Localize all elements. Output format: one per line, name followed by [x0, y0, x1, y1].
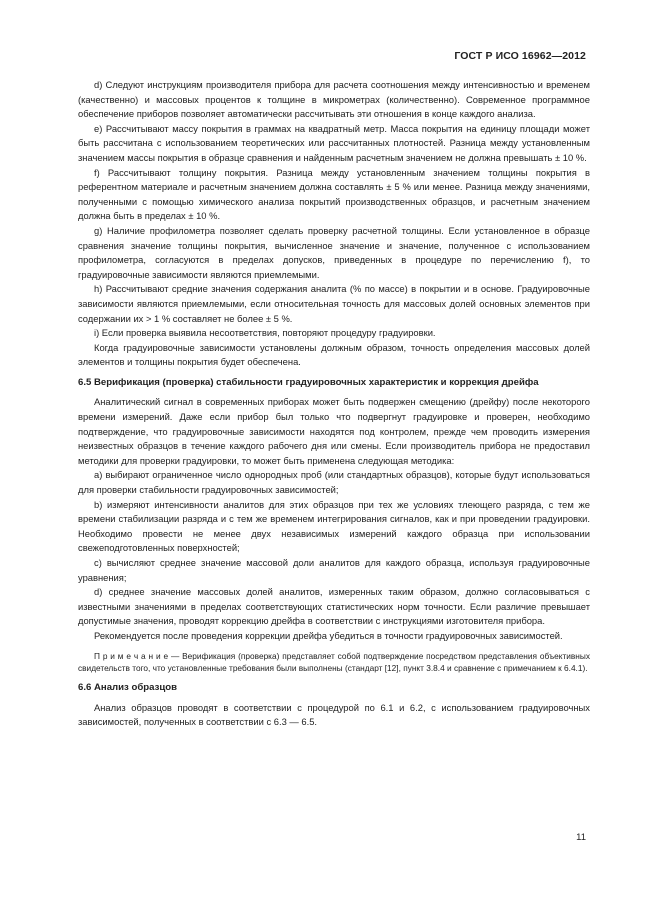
step-b-paragraph: b) измеряют интенсивности аналитов для этих образцов при тех же условиях тлеющего разряда, с тем же времени стабилизации разряда и с тем же временем интегрирования сигналов, как и при проведении градуировки. Необходимо провести не менее двух независимых измерений каждого образца при использовании свежеподготовленных поверхностей; — [78, 498, 590, 554]
step-a-paragraph: a) выбирают ограниченное число однородных проб (или стандартных образцов), которые будут использоваться для проверки стабильности градуировочных зависимостей; — [78, 469, 590, 496]
recommendation-paragraph: Рекомендуется после проведения коррекции дрейфа убедиться в точности градуировочных зависимостей. — [94, 629, 563, 641]
note-paragraph — [78, 650, 590, 676]
section-6-6-heading: 6.6 Анализ образцов — [78, 682, 178, 694]
step-d-paragraph: d) среднее значение массовых долей аналитов, измеренных таким образом, должно согласовываться с известными значениями в пределах соответствующих статистических норм точности. Если различие превышает допустимые значения, проводят коррекцию дрейфа в соответствии с инструкциями изготовителя прибора. — [78, 586, 590, 627]
closing-paragraph: Когда градуировочные зависимости установлены должным образом, точность определения массовых долей элементов и толщины покрытия будет обеспечена. — [78, 341, 590, 368]
item-g-paragraph: g) Наличие профилометра позволяет сделать проверку расчетной толщины. Если установленное в образце сравнения значение толщины покрытия, вычисленное значение и значение, полученное с использованием профилометра, согласуются в пределах допусков, приведенных в процедуре по перечислению f), то градуировочные зависимости являются приемлемыми. — [78, 224, 590, 280]
item-h-paragraph: h) Рассчитывают средние значения содержания аналита (% по массе) в покрытии и в основе. Градуировочные зависимости являются приемлемыми, если относительная точность для массовых долей основных элементов при содержании их > 1 % составляет не более ± 5 %. — [78, 283, 590, 324]
section-6-5-heading: 6.5 Верификация (проверка) стабильности градуировочных характеристик и коррекция дрейфа — [78, 376, 539, 388]
item-d-paragraph: d) Следуют инструкциям производителя прибора для расчета соотношения между интенсивностью и временем (качественно) и массовых процентов к толщине в микрометрах (количественно). Современное программное обеспечение приборов позволяет автоматически рассчитывать эти отношения в конце каждого анализа. — [78, 79, 590, 120]
item-i-paragraph: i) Если проверка выявила несоответствия, повторяют процедуру градуировки. — [94, 327, 436, 339]
page-number: 11 — [576, 832, 586, 843]
step-c-paragraph: c) вычисляют среднее значение массовой доли аналитов для каждого образца, используя градуировочные уравнения; — [78, 557, 590, 583]
document-id-header: ГОСТ Р ИСО 16962—2012 — [454, 50, 586, 62]
section-6-6-text: Анализ образцов проводят в соответствии с процедурой по 6.1 и 6.2, с использованием градуировочных зависимостей, полученных в соответствии с 6.3 — 6.5. — [78, 701, 590, 728]
page-body — [78, 78, 590, 730]
item-e-paragraph: e) Рассчитывают массу покрытия в граммах на квадратный метр. Масса покрытия на единицу площади может быть рассчитана с использованием теоретических или рассчитанных плотностей. Разница между установленным значением массы покрытия в образце сравнения и найденным расчетным значением не должна превышать ± 10 %. — [78, 122, 590, 163]
note-text: — Верификация (проверка) представляет собой подтверждение посредством представления объективных свидетельств того, что установленные требования были выполнены (стандарт [12], пункт 3.8.4 и сравнение с примечанием к 6.4.1). — [78, 650, 591, 674]
note-label: П р и м е ч а н и е — [94, 650, 169, 661]
item-f-paragraph: f) Рассчитывают толщину покрытия. Разница между установленным значением толщины покрытия в референтном материале и расчетным значением должна составлять ± 5 % или менее. Разница между значениями, полученными с помощью химического анализа покрытий производственных образцов, и расчетным значением должна быть в пределах ± 10 %. — [78, 166, 590, 222]
section-6-5-intro: Аналитический сигнал в современных приборах может быть подвержен смещению (дрейфу) после некоторого времени измерений. Даже если прибор был только что подвергнут градуировке и проверен, необходимо подтверждение, что градуировочные зависимости находятся под контролем, прежде чем проводить измерения неизвестных образцов в течение каждого рабочего дня или смены. Если производитель прибора не предоставил методики для проверки градуировки, то может быть применена следующая методика: — [78, 396, 590, 466]
